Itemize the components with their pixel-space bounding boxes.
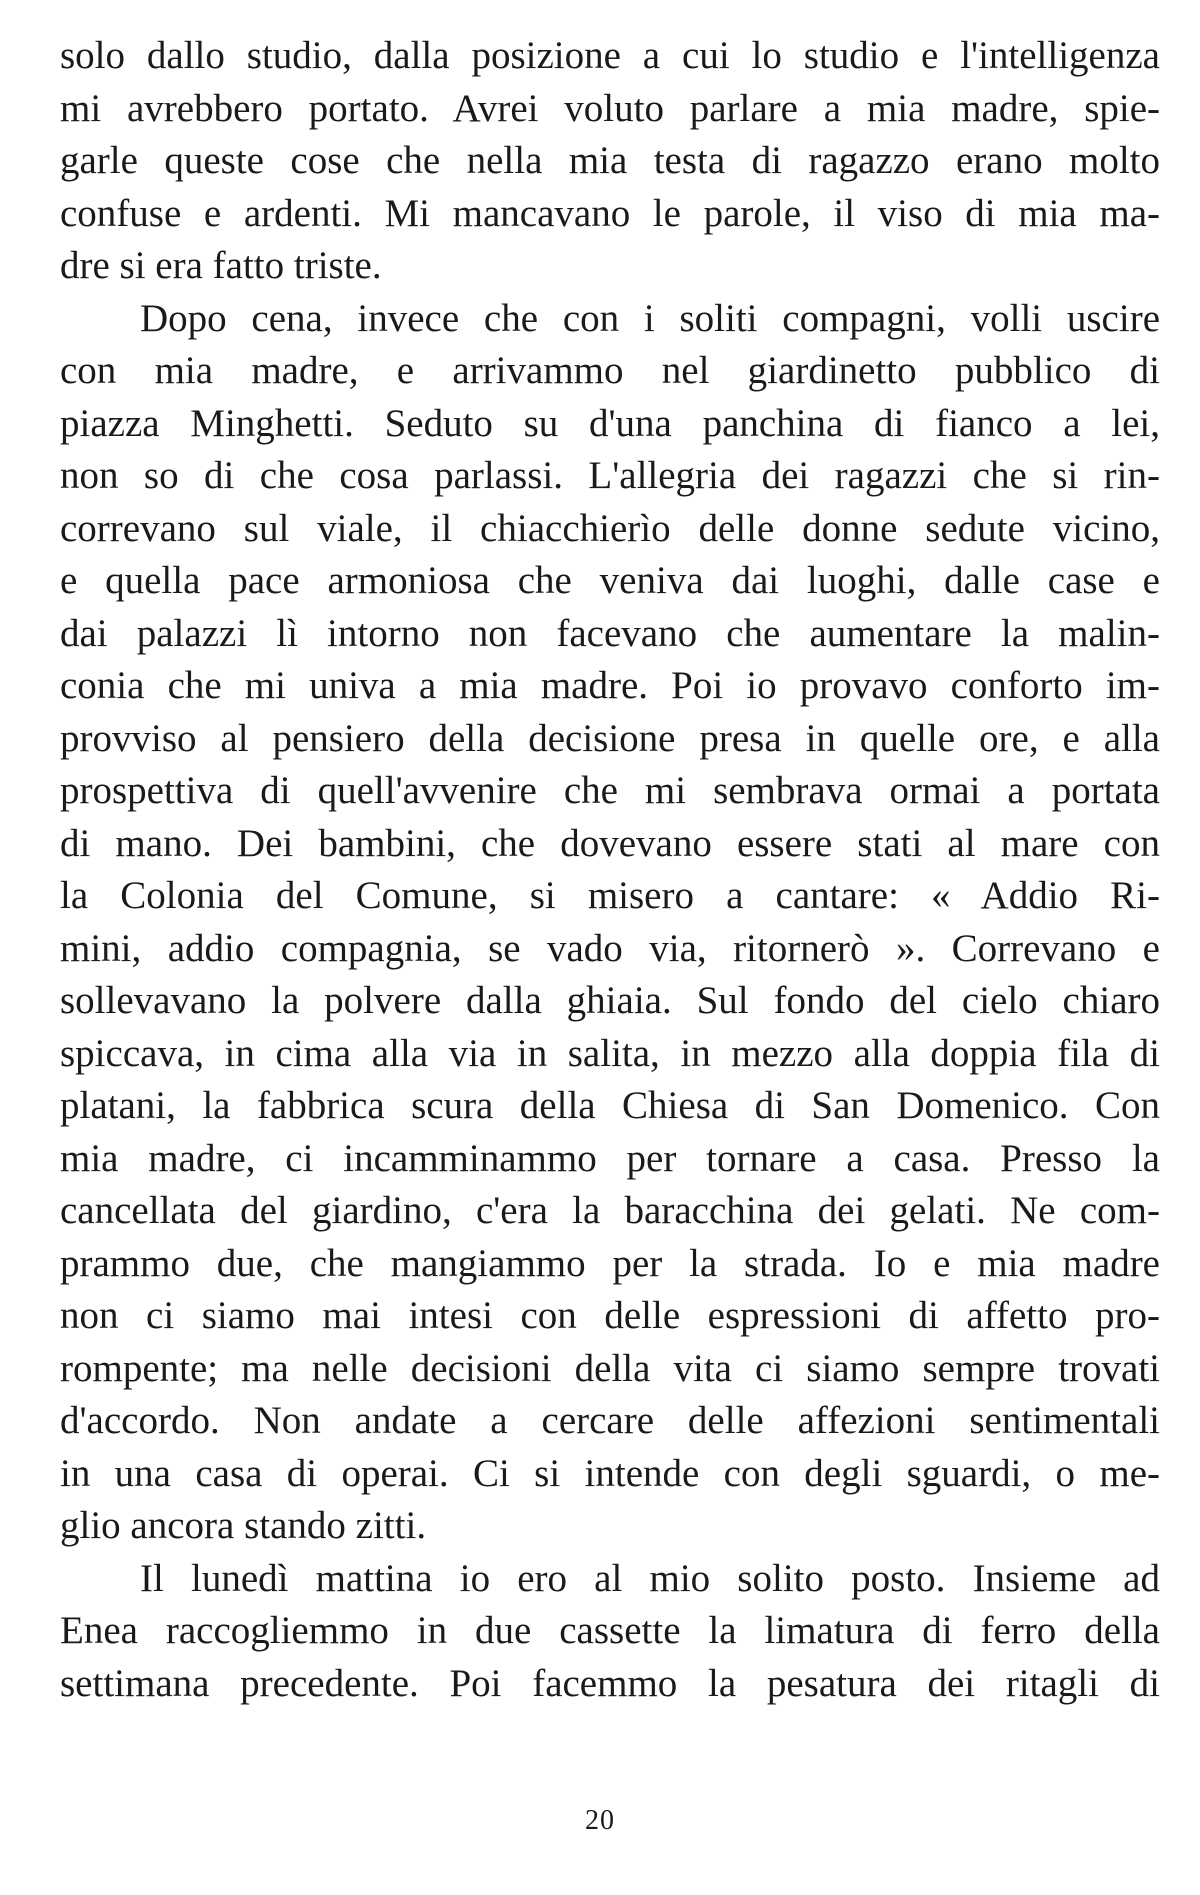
text-line: provviso al pensiero della decisione presa in quelle ore, e alla — [60, 716, 1160, 760]
paragraph — [60, 1553, 1160, 1711]
text-line: non so di che cosa parlassi. L'allegria dei ragazzi che si rin- — [60, 454, 1160, 497]
text-line: non ci siamo mai intesi con delle espressioni di affetto pro- — [60, 1294, 1160, 1337]
text-line: prammo due, che mangiammo per la strada. Io e mia madre — [60, 1241, 1160, 1285]
text-line: prospettiva di quell'avvenire che mi sembrava ormai a portata — [60, 769, 1160, 812]
text-line: e quella pace armoniosa che veniva dai luoghi, dalle case e — [60, 559, 1160, 602]
text-line: conia che mi univa a mia madre. Poi io provavo conforto im- — [60, 664, 1160, 707]
text-line: solo dallo studio, dalla posizione a cui lo studio e l'intelligenza — [60, 34, 1160, 77]
text-line: dai palazzi lì intorno non facevano che aumentare la malin- — [60, 611, 1160, 655]
text-line: la Colonia del Comune, si misero a cantare: « Addio Ri- — [60, 874, 1160, 917]
paragraph — [60, 293, 1160, 1553]
text-line: confuse e ardenti. Mi mancavano le parole, il viso di mia ma- — [60, 191, 1160, 235]
text-line: Enea raccogliemmo in due cassette la limatura di ferro della — [60, 1609, 1160, 1652]
text-line: settimana precedente. Poi facemmo la pesatura dei ritagli di — [60, 1661, 1160, 1705]
text-line: mini, addio compagnia, se vado via, ritornerò ». Correvano e — [60, 926, 1160, 970]
text-line: cancellata del giardino, c'era la baracchina dei gelati. Ne com- — [60, 1189, 1160, 1232]
text-line: con mia madre, e arrivammo nel giardinetto pubblico di — [60, 349, 1160, 392]
text-line: d'accordo. Non andate a cercare delle affezioni sentimentali — [60, 1399, 1160, 1442]
text-line: di mano. Dei bambini, che dovevano essere stati al mare con — [60, 821, 1160, 865]
text-line: piazza Minghetti. Seduto su d'una panchina di fianco a lei, — [60, 401, 1160, 445]
text-line: rompente; ma nelle decisioni della vita ci siamo sempre trovati — [60, 1346, 1160, 1390]
text-line: sollevavano la polvere dalla ghiaia. Sul fondo del cielo chiaro — [60, 979, 1160, 1022]
paragraph — [60, 30, 1160, 293]
text-line: spiccava, in cima alla via in salita, in mezzo alla doppia fila di — [60, 1031, 1160, 1075]
text-line: mia madre, ci incamminammo per tornare a casa. Presso la — [60, 1136, 1160, 1180]
text-line: garle queste cose che nella mia testa di ragazzo erano molto — [60, 139, 1160, 182]
text-line: dre si era fatto triste. — [60, 244, 382, 287]
text-line: Dopo cena, invece che con i soliti compagni, volli uscire — [140, 296, 1160, 340]
text-line: correvano sul viale, il chiacchierìo delle donne sedute vicino, — [60, 506, 1160, 550]
page-text — [60, 30, 1160, 1710]
page-number: 20 — [585, 1805, 615, 1836]
text-line: platani, la fabbrica scura della Chiesa di San Domenico. Con — [60, 1084, 1160, 1127]
text-line: Il lunedì mattina io ero al mio solito posto. Insieme ad — [140, 1556, 1160, 1600]
text-line: in una casa di operai. Ci si intende con degli sguardi, o me- — [60, 1451, 1160, 1495]
text-line: glio ancora stando zitti. — [60, 1504, 427, 1547]
text-line: mi avrebbero portato. Avrei voluto parlare a mia madre, spie- — [60, 86, 1160, 130]
